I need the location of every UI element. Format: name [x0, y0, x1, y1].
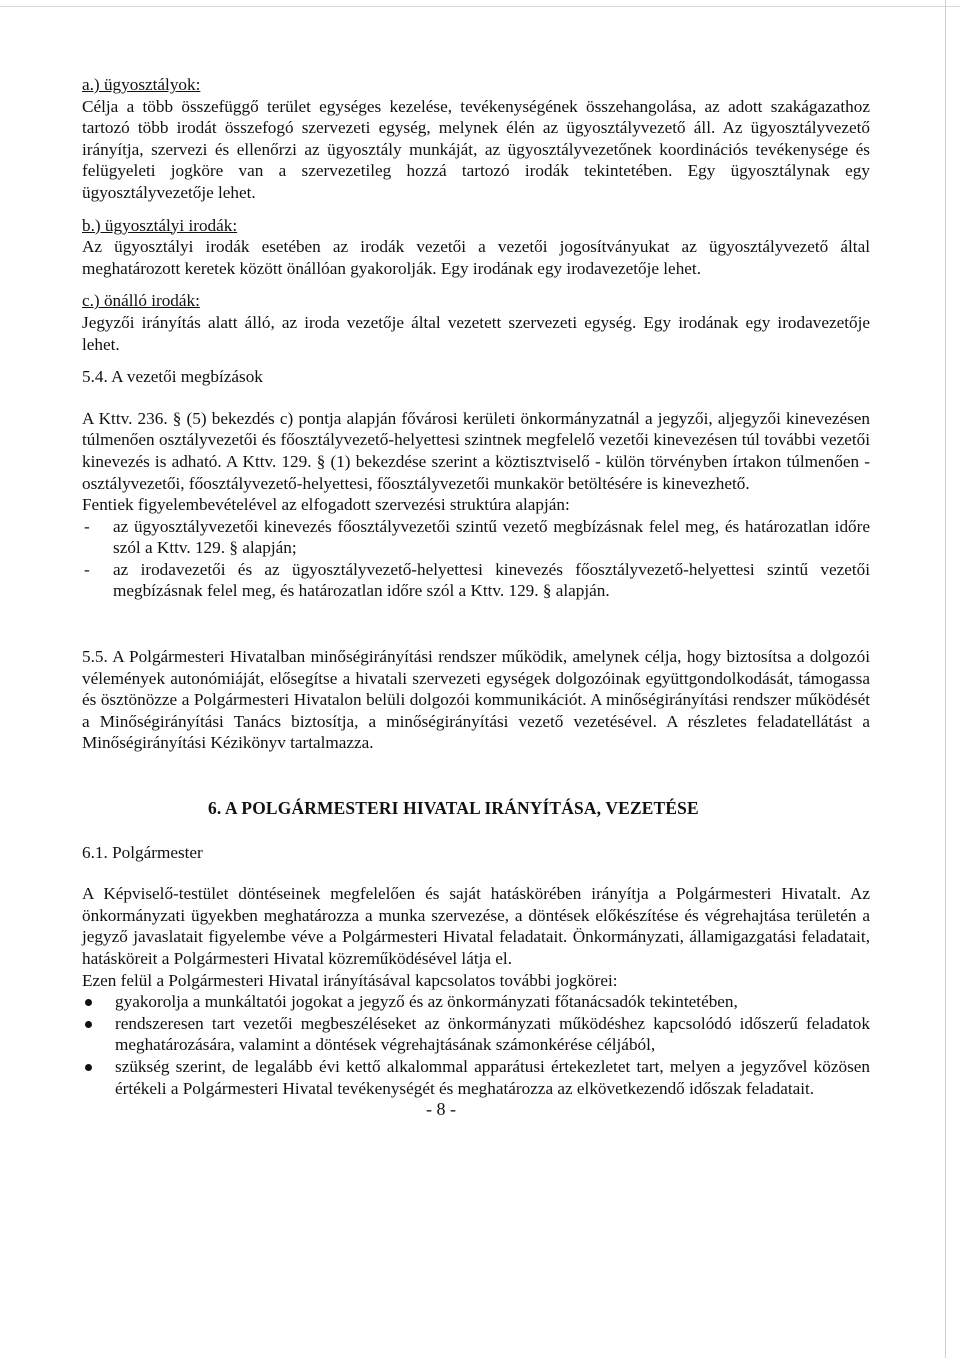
section-c-text: Jegyzői irányítás alatt álló, az iroda vezetője által vezetett szervezeti egység. Egy irodának egy irodavezetője lehet. — [82, 312, 870, 354]
list-item: rendszeresen tart vezetői megbeszéléseket az önkormányzati működéshez kapcsolódó időszerű feladatok meghatározására, valamint a döntések végrehajtásának számonkérése céljából, — [82, 1013, 870, 1056]
list-item: szükség szerint, de legalább évi kettő alkalommal apparátusi értekezletet tart, melyen a jegyzővel közösen értékeli a Polgármesteri Hivatal tevékenységét és meghatározza az elkövetkezendő időszak feladatait. — [82, 1056, 870, 1099]
section-5-4-paragraph: A Kttv. 236. § (5) bekezdés c) pontja alapján fővárosi kerületi önkormányzatnál a jegyzői, aljegyzői kinevezésen túlmenően osztályvezetői és főosztályvezető-helyettesi szintnek megfelelő vezetői kinevezésen túl további vezetői kinevezés is adható. A Kttv. 129. § (1) bekezdése szerint a köztisztviselő - külön törvényben írtakon túlmenően - osztályvezetői, főosztályvezető-helyettesi, főosztályvezetői munkakör betöltésére is kinevezhető. — [82, 408, 870, 493]
list-item: - az ügyosztályvezetői kinevezés főosztályvezetői szintű vezető megbízásnak felel meg, és határozatlan időre szól a Kttv. 129. § alapján; — [82, 516, 870, 559]
list-item: - az irodavezetői és az ügyosztályvezető-helyettesi kinevezés főosztályvezető-helyettesi szintű vezetői megbízásnak felel meg, és határozatlan időre szól a Kttv. 129. § alapján. — [82, 559, 870, 602]
section-b-heading: b.) ügyosztályi irodák: — [82, 215, 238, 235]
section-a-heading: a.) ügyosztályok: — [82, 75, 201, 94]
section-6-1-bullets — [82, 991, 870, 1099]
section-6-1-intro: Ezen felül a Polgármesteri Hivatal irányításával kapcsolatos további jogkörei: — [82, 970, 618, 990]
section-b-text: Az ügyosztályi irodák esetében az irodák vezetői a vezetői jogosítványukat az ügyosztályvezető által meghatározott keretek között önállóan gyakorolják. Egy irodának egy irodavezetője lehet. — [82, 237, 870, 278]
section-5-4-heading: 5.4. A vezetői megbízások — [82, 367, 263, 387]
section-c-heading: c.) önálló irodák: — [82, 291, 200, 311]
top-scan-line — [0, 6, 960, 7]
page-number: - 8 - — [426, 1099, 456, 1120]
document-page — [82, 74, 870, 1121]
section-6-1-paragraph: A Képviselő-testület döntéseinek megfelelően és saját hatáskörében irányítja a Polgármesteri Hivatalt. Az önkormányzati ügyekben meghatározza a munka szervezése, a döntések előkészítése és végrehajtása területén a jegyző javaslatait figyelembe véve a Polgármesteri Hivatal feladatait. Önkormányzati, államigazgatási feladatait, hatásköreit a Polgármesteri Hivatal közreműködésével látja el. — [82, 884, 870, 968]
section-5-4-list — [82, 516, 870, 602]
right-scan-edge — [945, 0, 946, 1358]
section-a-text: Célja a több összefüggő terület egységes kezelése, tevékenységének összehangolása, az adott szakágazathoz tartozó több irodát összefogó szervezeti egység, melynek élén az ügyosztályvezető áll. Az ügyosztályvezető irányítja, szervezi és ellenőrzi az ügyosztály munkáját, az ügyosztályvezetőnek koordinációs tevékenysége és felügyeleti jogköre van a szervezetileg hozzá tartozó irodák tekintetében. Egy ügyosztálynak egy ügyosztályvezetője lehet. — [82, 96, 870, 202]
list-item: gyakorolja a munkáltatói jogokat a jegyző és az önkormányzati főtanácsadók tekintetében, — [82, 991, 870, 1013]
chapter-6-title: 6. A POLGÁRMESTERI HIVATAL IRÁNYÍTÁSA, VEZETÉSE — [208, 798, 699, 819]
section-5-4-intro: Fentiek figyelembevételével az elfogadott szervezési struktúra alapján: — [82, 495, 570, 515]
section-6-1-heading: 6.1. Polgármester — [82, 842, 203, 862]
section-5-5-paragraph: 5.5. A Polgármesteri Hivatalban minőségirányítási rendszer működik, amelynek célja, hogy biztosítsa a dolgozói vélemények autonómiáját, elősegítse a hivatali szervezeti egységek dolgozóinak együttgondolkodását, támogassa és ösztönözze a Polgármesteri Hivatalon belüli dolgozói kommunikációt. A minőségirányítási rendszer működését a Minőségirányítási Tanács biztosítja, a minőségirányítási vezető vezetésével. A részletes feladatellátást a Minőségirányítási Kézikönyv tartalmazza. — [82, 647, 870, 753]
